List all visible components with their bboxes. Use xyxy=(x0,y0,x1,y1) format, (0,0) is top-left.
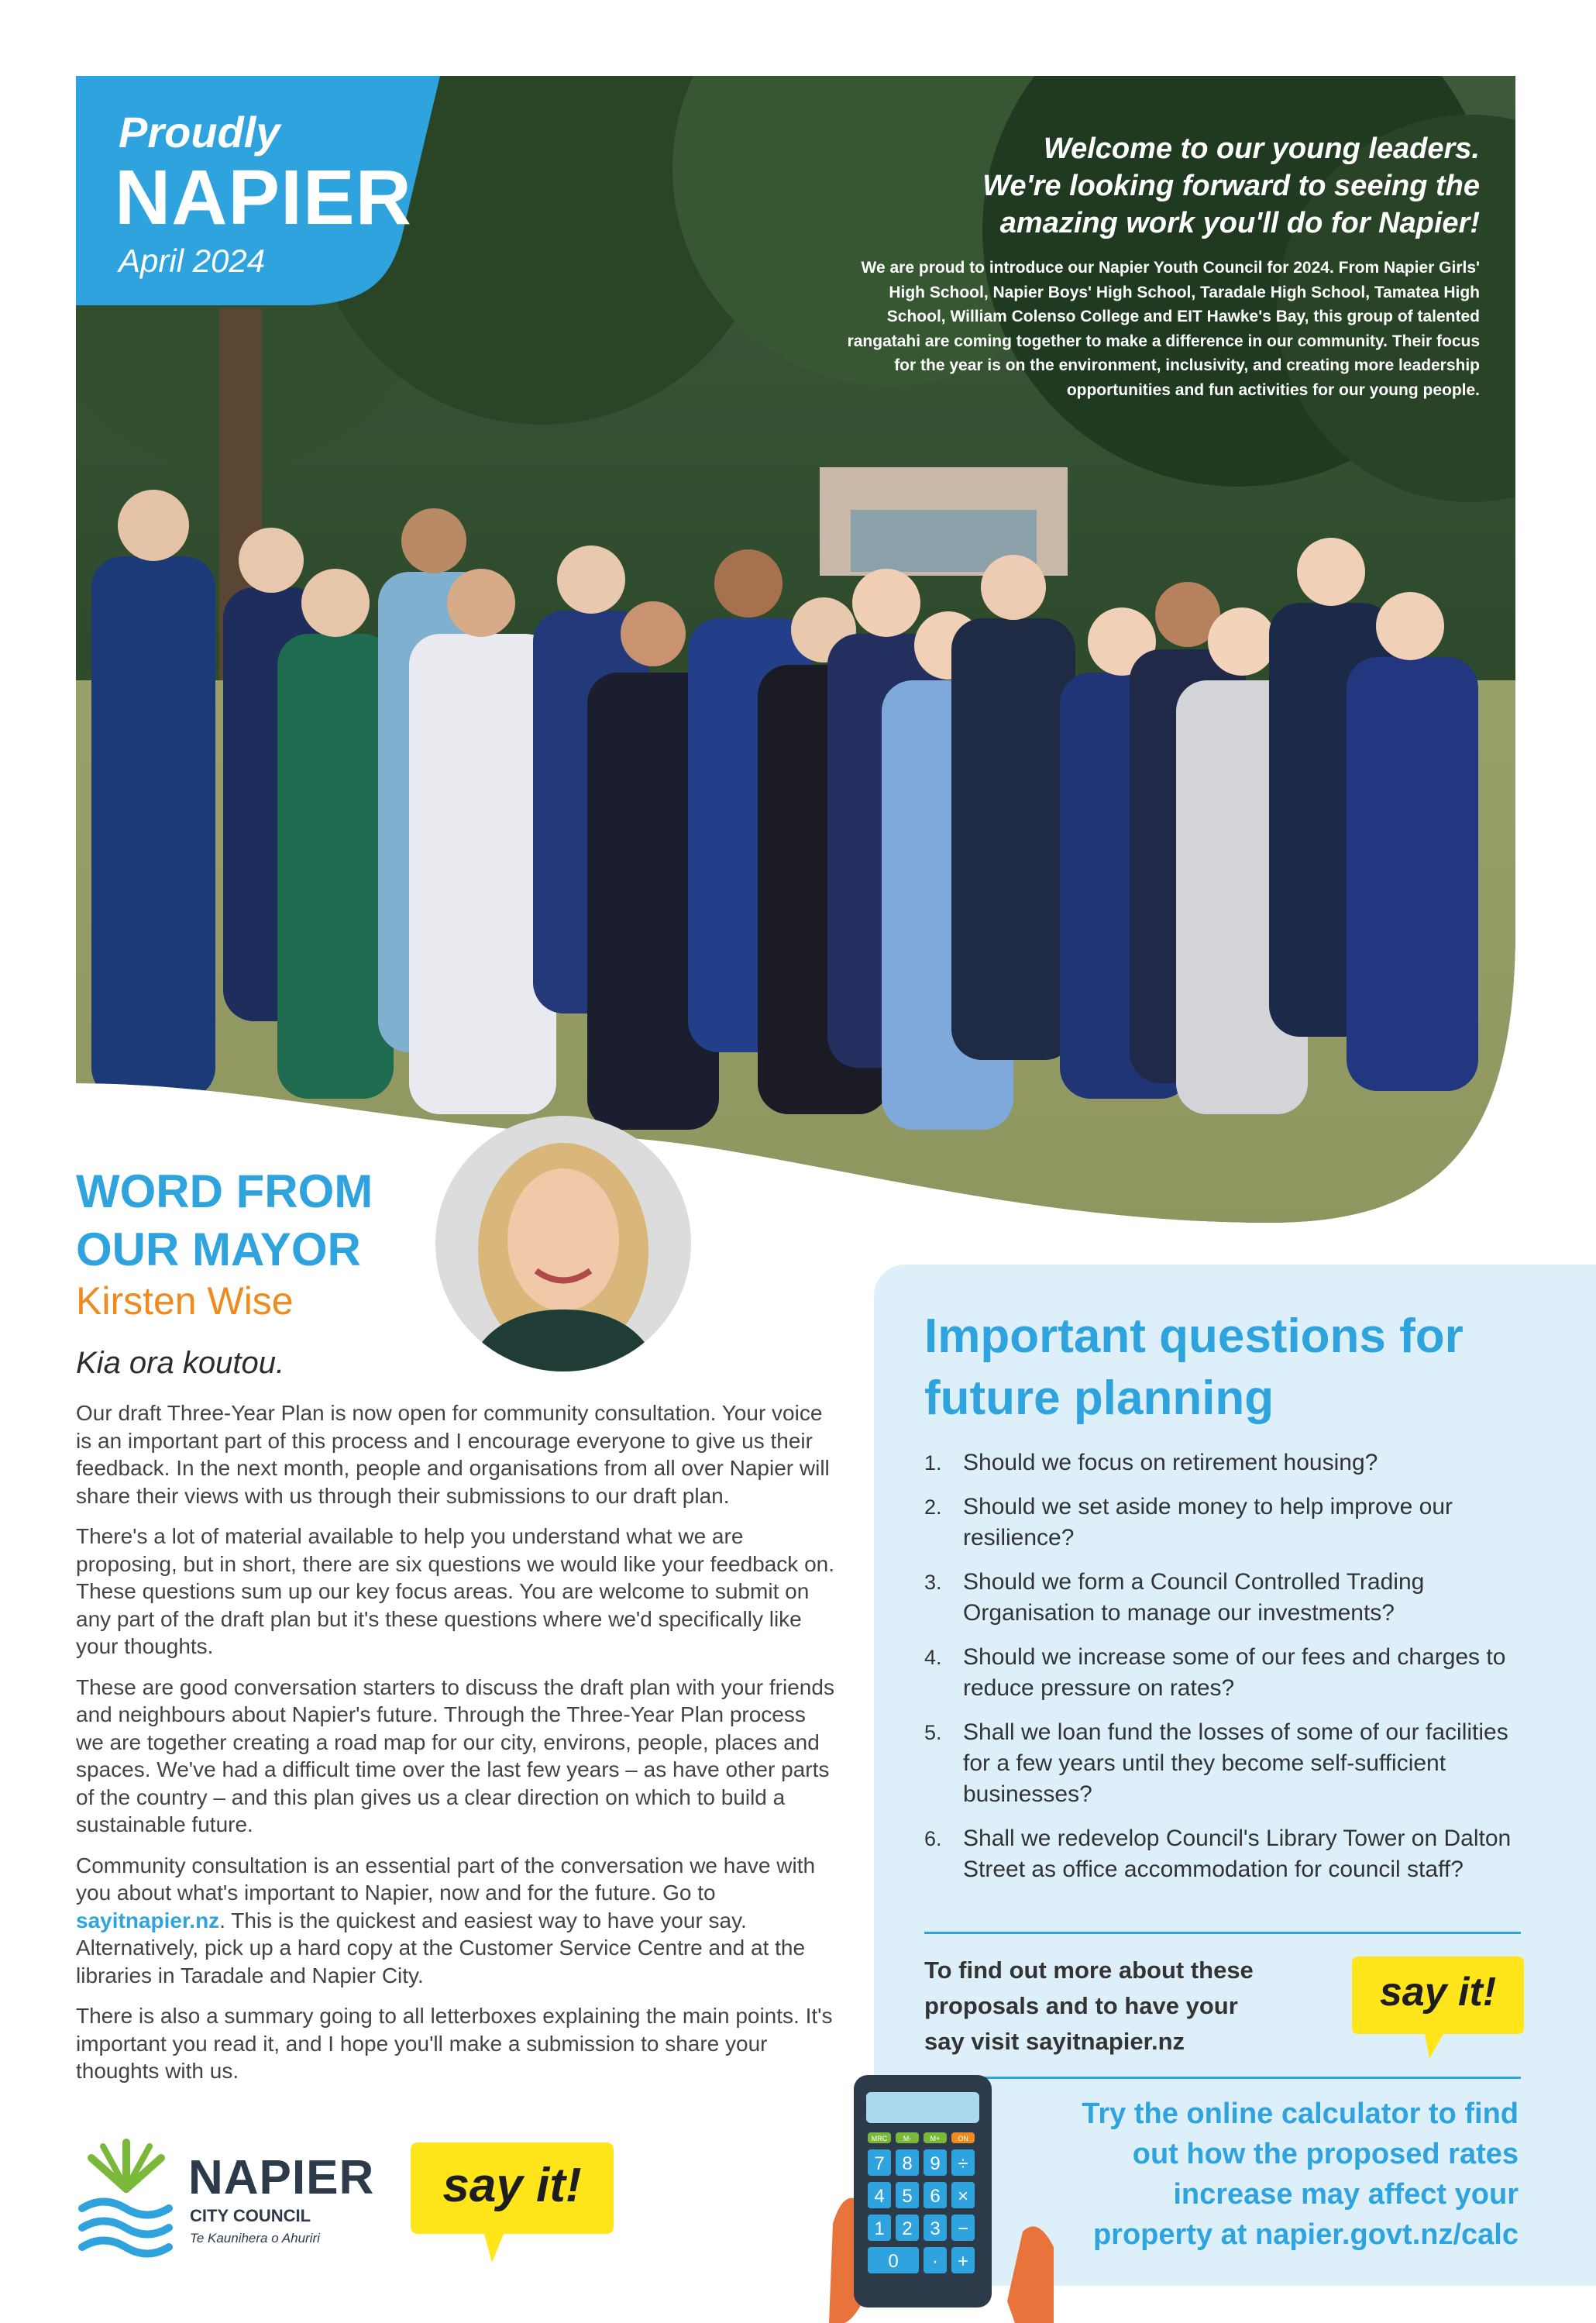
calculator-key-label: 4 xyxy=(874,2186,885,2207)
council-logo-maori: Te Kaunihera o Ahuriri xyxy=(190,2231,320,2246)
welcome-heading-line1: Welcome to our young leaders. xyxy=(1043,132,1480,165)
calc-line3: increase may affect your xyxy=(1173,2178,1519,2211)
question-item xyxy=(924,1823,1529,1885)
question-item xyxy=(924,1717,1529,1810)
mayor-heading-line2: OUR MAYOR xyxy=(76,1223,361,1275)
question-item xyxy=(924,1447,1529,1478)
sayit-logo-bottom xyxy=(411,2142,614,2265)
questions-heading xyxy=(924,1306,1560,1430)
calculator-key-label: 7 xyxy=(874,2153,885,2174)
welcome-block xyxy=(844,130,1480,402)
calc-line1: Try the online calculator to find xyxy=(1082,2098,1519,2130)
question-text: Shall we loan fund the losses of some of our facilities for a few years until they become self-sufficient businesses? xyxy=(963,1719,1508,1807)
calculator-key-label: 1 xyxy=(874,2218,885,2239)
calculator-key-label: 0 xyxy=(888,2251,899,2272)
question-number: 3. xyxy=(924,1571,942,1594)
calculator-key-label: 6 xyxy=(930,2186,941,2207)
calculator-icon xyxy=(829,2069,1054,2323)
calculator-key-label: M- xyxy=(903,2135,912,2142)
masthead xyxy=(76,76,440,308)
find-out-more xyxy=(924,1953,1327,2060)
calculator-key-label: M+ xyxy=(930,2135,941,2142)
question-number: 4. xyxy=(924,1646,942,1669)
council-emblem-icon xyxy=(76,2135,177,2259)
calculator-key-label: 2 xyxy=(902,2218,913,2239)
calculator-key-label: ON xyxy=(958,2135,968,2142)
question-text: Should we increase some of our fees and charges to reduce pressure on rates? xyxy=(963,1644,1506,1701)
mayor-portrait xyxy=(435,1116,691,1371)
mayor-greeting: Kia ora koutou. xyxy=(76,1346,285,1380)
sayit-panel-text: say it! xyxy=(1379,1970,1497,2015)
question-text: Should we set aside money to help improve our resilience? xyxy=(963,1494,1453,1550)
calculator-key-label: 9 xyxy=(930,2153,941,2174)
mayor-heading xyxy=(76,1162,373,1279)
letter-paragraph-3: These are good conversation starters to discuss the draft plan with your friends and neighbours about Napier's future. Through the Three-Year Plan process we are together creating a road map for our city, environs, people, places and spaces. We've had a difficult time over the last few years – as have other parts of the country – and this plan gives us a clear direction on which to build a sustainable future. xyxy=(76,1674,834,1836)
mayor-heading-line1: WORD FROM xyxy=(76,1165,373,1217)
question-number: 5. xyxy=(924,1721,942,1744)
question-number: 6. xyxy=(924,1827,942,1850)
sayit-logo-panel xyxy=(1352,1956,1524,2059)
calculator-illustration xyxy=(829,2069,1054,2323)
calc-line4[interactable]: property at napier.govt.nz/calc xyxy=(1092,2218,1519,2251)
questions-heading-line2: future planning xyxy=(924,1371,1274,1425)
letter-p4-before: Community consultation is an essential part of the conversation we have with you about what's important to Napier, now and for the future. Go to xyxy=(76,1853,816,1905)
question-number: 1. xyxy=(924,1451,942,1475)
letter-paragraph-2: There's a lot of material available to help you understand what we are proposing, but in short, there are six questions we would like your feedback on. These questions sum up our key focus areas. You are welcome to submit on any part of the draft plan but it's these questions where we'd specifically like your thoughts. xyxy=(76,1524,835,1658)
find-out-line2: proposals and to have your xyxy=(924,1992,1238,2019)
council-logo-name: NAPIER xyxy=(188,2151,375,2204)
find-out-line3[interactable]: say visit sayitnapier.nz xyxy=(924,2028,1185,2055)
calculator-key-label: · xyxy=(932,2251,938,2272)
calculator-key-label: ÷ xyxy=(958,2153,968,2174)
letter-paragraph-5: There is also a summary going to all letterboxes explaining the main points. It's important you read it, and I hope you'll make a submission to share your thoughts with us. xyxy=(76,2004,833,2083)
question-item xyxy=(924,1567,1529,1629)
calc-line2: out how the proposed rates xyxy=(1132,2138,1519,2170)
online-calculator-text xyxy=(1050,2094,1519,2255)
masthead-napier: NAPIER xyxy=(115,154,412,241)
welcome-heading-line2: We're looking forward to seeing the xyxy=(982,170,1480,202)
napier-city-council-logo xyxy=(76,2135,386,2259)
calculator-key-label: 5 xyxy=(902,2186,913,2207)
welcome-intro: We are proud to introduce our Napier Youth Council for 2024. From Napier Girls' High School, Napier Boys' High School, Taradale High School, Tamatea High School, William Colenso College and EIT Hawke's Bay, this group of talented rangatahi are coming together to make a difference in our community. Their focus for the year is on the environment, inclusivity, and creating more leadership opportunities and fun activities for our young people. xyxy=(847,259,1480,399)
question-text: Shall we redevelop Council's Library Tower on Dalton Street as office accommodation for council staff? xyxy=(963,1826,1512,1882)
sayitnapier-link[interactable]: sayitnapier.nz xyxy=(76,1908,220,1932)
masthead-proudly: Proudly xyxy=(119,108,280,157)
calculator-key-label: − xyxy=(957,2218,969,2239)
calculator-key-label: 8 xyxy=(902,2153,913,2174)
question-item xyxy=(924,1642,1529,1704)
panel-divider-top xyxy=(924,1932,1521,1934)
welcome-heading-line3: amazing work you'll do for Napier! xyxy=(999,207,1480,239)
masthead-issue-date: April 2024 xyxy=(119,243,266,279)
question-text: Should we form a Council Controlled Trading Organisation to manage our investments? xyxy=(963,1569,1425,1626)
sayit-bottom-text: say it! xyxy=(442,2159,582,2212)
question-text: Should we focus on retirement housing? xyxy=(963,1450,1378,1475)
letter-paragraph-4 xyxy=(76,1852,839,1990)
letter-paragraph-1: Our draft Three-Year Plan is now open for community consultation. Your voice is an important part of this process and I encourage everyone to give us their feedback. In the next month, people and organisations from all over Napier will share their views with us through their submissions to our draft plan. xyxy=(76,1401,830,1508)
questions-list xyxy=(924,1447,1529,1898)
mayor-name: Kirsten Wise xyxy=(76,1279,294,1323)
calculator-key-label: × xyxy=(957,2186,969,2207)
letter-p4-after: . This is the quickest and easiest way to have your say. Alternatively, pick up a hard copy at the Customer Service Centre and at the libraries in Taradale and Napier City. xyxy=(76,1908,806,1987)
find-out-line1: To find out more about these xyxy=(924,1956,1254,1984)
council-logo-sub: CITY COUNCIL xyxy=(190,2206,311,2225)
mayor-letter xyxy=(76,1399,839,2098)
calculator-key-label: + xyxy=(957,2251,969,2272)
calculator-key-label: MRC xyxy=(871,2135,888,2142)
questions-heading-line1: Important questions for xyxy=(924,1309,1464,1363)
question-item xyxy=(924,1492,1529,1554)
question-number: 2. xyxy=(924,1495,942,1519)
calculator-key-label: 3 xyxy=(930,2218,941,2239)
